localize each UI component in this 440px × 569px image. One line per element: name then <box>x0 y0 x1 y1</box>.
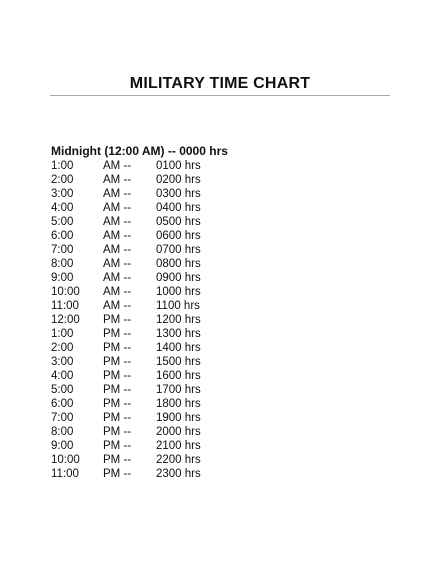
time-row <box>51 397 241 411</box>
time-row <box>51 453 241 467</box>
am-pm-marker: PM -- <box>103 440 132 452</box>
time-row <box>51 187 241 201</box>
military-time: 2100 hrs <box>156 440 201 452</box>
time-row <box>51 257 241 271</box>
military-time: 1200 hrs <box>156 314 201 326</box>
time-row <box>51 215 241 229</box>
time-row <box>51 425 241 439</box>
standard-time: 9:00 <box>51 272 74 284</box>
military-time: 1100 hrs <box>156 300 200 312</box>
military-time: 1500 hrs <box>156 356 201 368</box>
am-pm-marker: AM -- <box>103 300 132 312</box>
military-time: 1300 hrs <box>156 328 201 340</box>
standard-time: 3:00 <box>51 188 74 200</box>
standard-time: 7:00 <box>51 412 74 424</box>
standard-time: 9:00 <box>51 440 74 452</box>
military-time: 0200 hrs <box>156 174 201 186</box>
am-pm-marker: AM -- <box>103 272 132 284</box>
midnight-heading: Midnight (12:00 AM) -- 0000 hrs <box>51 144 228 158</box>
am-pm-marker: AM -- <box>103 258 132 270</box>
standard-time: 2:00 <box>51 342 74 354</box>
time-row <box>51 313 241 327</box>
title-divider <box>50 95 390 96</box>
standard-time: 8:00 <box>51 426 74 438</box>
time-row <box>51 355 241 369</box>
time-row <box>51 229 241 243</box>
am-pm-marker: AM -- <box>103 188 132 200</box>
am-pm-marker: PM -- <box>103 384 132 396</box>
am-pm-marker: AM -- <box>103 202 132 214</box>
time-row <box>51 173 241 187</box>
time-row <box>51 327 241 341</box>
military-time: 0600 hrs <box>156 230 201 242</box>
standard-time: 1:00 <box>51 328 74 340</box>
time-row <box>51 341 241 355</box>
standard-time: 2:00 <box>51 174 74 186</box>
military-time: 0700 hrs <box>156 244 201 256</box>
military-time: 1000 hrs <box>156 286 201 298</box>
page-title: MILITARY TIME CHART <box>129 75 311 92</box>
standard-time: 7:00 <box>51 244 74 256</box>
standard-time: 10:00 <box>51 454 80 466</box>
time-row <box>51 271 241 285</box>
time-row <box>51 439 241 453</box>
time-row <box>51 285 241 299</box>
standard-time: 5:00 <box>51 384 74 396</box>
time-row <box>51 299 241 313</box>
standard-time: 8:00 <box>51 258 74 270</box>
time-row <box>51 467 241 481</box>
standard-time: 5:00 <box>51 216 74 228</box>
military-time: 0900 hrs <box>156 272 201 284</box>
time-row <box>51 411 241 425</box>
time-conversion-list <box>51 159 241 481</box>
am-pm-marker: PM -- <box>103 426 132 438</box>
am-pm-marker: AM -- <box>103 174 132 186</box>
time-row <box>51 243 241 257</box>
military-time: 0800 hrs <box>156 258 201 270</box>
military-time: 1400 hrs <box>156 342 201 354</box>
am-pm-marker: PM -- <box>103 468 132 480</box>
am-pm-marker: PM -- <box>103 412 132 424</box>
military-time: 0300 hrs <box>156 188 201 200</box>
military-time: 1600 hrs <box>156 370 201 382</box>
time-row <box>51 201 241 215</box>
standard-time: 4:00 <box>51 202 74 214</box>
standard-time: 10:00 <box>51 286 80 298</box>
am-pm-marker: PM -- <box>103 398 132 410</box>
standard-time: 6:00 <box>51 230 74 242</box>
am-pm-marker: AM -- <box>103 160 132 172</box>
military-time: 0400 hrs <box>156 202 201 214</box>
standard-time: 1:00 <box>51 160 74 172</box>
military-time: 1900 hrs <box>156 412 201 424</box>
am-pm-marker: AM -- <box>103 230 132 242</box>
military-time: 0500 hrs <box>156 216 201 228</box>
am-pm-marker: AM -- <box>103 286 132 298</box>
am-pm-marker: PM -- <box>103 454 132 466</box>
standard-time: 3:00 <box>51 356 74 368</box>
time-row <box>51 369 241 383</box>
standard-time: 11:00 <box>51 300 79 312</box>
military-time: 2300 hrs <box>156 468 201 480</box>
military-time: 1800 hrs <box>156 398 201 410</box>
am-pm-marker: PM -- <box>103 314 132 326</box>
standard-time: 4:00 <box>51 370 74 382</box>
time-row <box>51 383 241 397</box>
military-time: 2200 hrs <box>156 454 201 466</box>
standard-time: 12:00 <box>51 314 80 326</box>
am-pm-marker: AM -- <box>103 244 132 256</box>
standard-time: 11:00 <box>51 468 79 480</box>
am-pm-marker: PM -- <box>103 328 132 340</box>
military-time: 0100 hrs <box>156 160 201 172</box>
am-pm-marker: PM -- <box>103 370 132 382</box>
standard-time: 6:00 <box>51 398 74 410</box>
time-row <box>51 159 241 173</box>
military-time: 1700 hrs <box>156 384 201 396</box>
am-pm-marker: PM -- <box>103 356 132 368</box>
am-pm-marker: PM -- <box>103 342 132 354</box>
am-pm-marker: AM -- <box>103 216 132 228</box>
military-time: 2000 hrs <box>156 426 201 438</box>
